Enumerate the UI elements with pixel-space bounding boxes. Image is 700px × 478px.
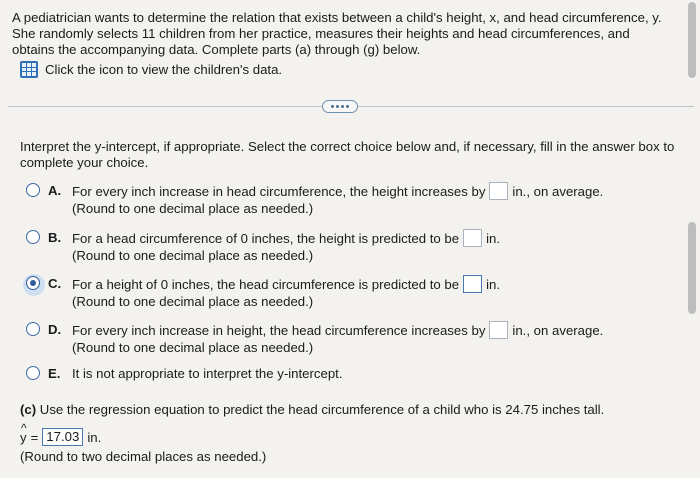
answer-box-b[interactable]: [463, 229, 482, 247]
scrollbar-bottom[interactable]: [688, 222, 696, 314]
choice-e[interactable]: [26, 365, 343, 382]
choice-d[interactable]: [26, 321, 603, 356]
choice-note: (Round to one decimal place as needed.): [72, 340, 314, 355]
part-c-answer-box[interactable]: 17.03: [42, 428, 83, 446]
view-data-label[interactable]: Click the icon to view the children's data.: [45, 62, 283, 77]
choice-text: It is not appropriate to interpret the y-intercept.: [72, 366, 343, 381]
part-c-label: (c): [20, 402, 37, 417]
answer-box-d[interactable]: [489, 321, 508, 339]
equals-sign: =: [30, 429, 39, 445]
question-text: Interpret the y-intercept, if appropriate. Select the correct choice below and, if necessary, fill in the answer box to complete your choice.: [20, 139, 675, 170]
choice-letter: A.: [48, 183, 62, 198]
expand-dots-button[interactable]: [322, 100, 358, 113]
choice-unit: in., on average.: [512, 322, 604, 338]
radio-b[interactable]: [26, 230, 40, 244]
choice-c[interactable]: [26, 275, 500, 310]
answer-box-a[interactable]: [489, 182, 508, 200]
answer-box-c[interactable]: [463, 275, 482, 293]
choice-unit: in., on average.: [512, 183, 604, 199]
part-c-rounding-note: (Round to two decimal places as needed.): [20, 449, 267, 464]
radio-d[interactable]: [26, 322, 40, 336]
view-data-link[interactable]: [20, 61, 282, 78]
choice-text: For a height of 0 inches, the head circumference is predicted to be: [72, 276, 460, 292]
radio-a[interactable]: [26, 183, 40, 197]
choice-letter: E.: [48, 366, 61, 381]
y-hat-symbol: ^ y: [20, 430, 27, 445]
choice-text: For every inch increase in head circumference, the height increases by: [72, 183, 486, 199]
choice-letter: B.: [48, 230, 62, 245]
choice-a[interactable]: [26, 182, 603, 217]
choice-text: For a head circumference of 0 inches, the height is predicted to be: [72, 230, 460, 246]
radio-e[interactable]: [26, 366, 40, 380]
choice-unit: in.: [486, 230, 500, 246]
problem-intro: A pediatrician wants to determine the relation that exists between a child's height, x, and head circumference, y. She randomly selects 11 children from her practice, measures their heights and head circumferences, and obtains the accompanying data. Complete parts (a) through (g) below.: [12, 10, 662, 57]
choice-letter: D.: [48, 322, 62, 337]
choice-note: (Round to one decimal place as needed.): [72, 201, 314, 216]
part-c-unit: in.: [87, 429, 102, 445]
data-table-icon[interactable]: [20, 61, 38, 78]
radio-c-selected[interactable]: [26, 276, 40, 290]
choice-letter: C.: [48, 276, 62, 291]
choice-note: (Round to one decimal place as needed.): [72, 248, 314, 263]
choice-unit: in.: [486, 276, 500, 292]
choice-note: (Round to one decimal place as needed.): [72, 294, 314, 309]
choice-b[interactable]: [26, 229, 500, 264]
scrollbar-top[interactable]: [688, 2, 696, 78]
choice-text: For every inch increase in height, the head circumference increases by: [72, 322, 486, 338]
part-c-answer-line: [20, 428, 101, 446]
part-c-question: [20, 402, 604, 418]
part-c-text: Use the regression equation to predict the head circumference of a child who is 24.75 inches tall.: [39, 402, 605, 417]
